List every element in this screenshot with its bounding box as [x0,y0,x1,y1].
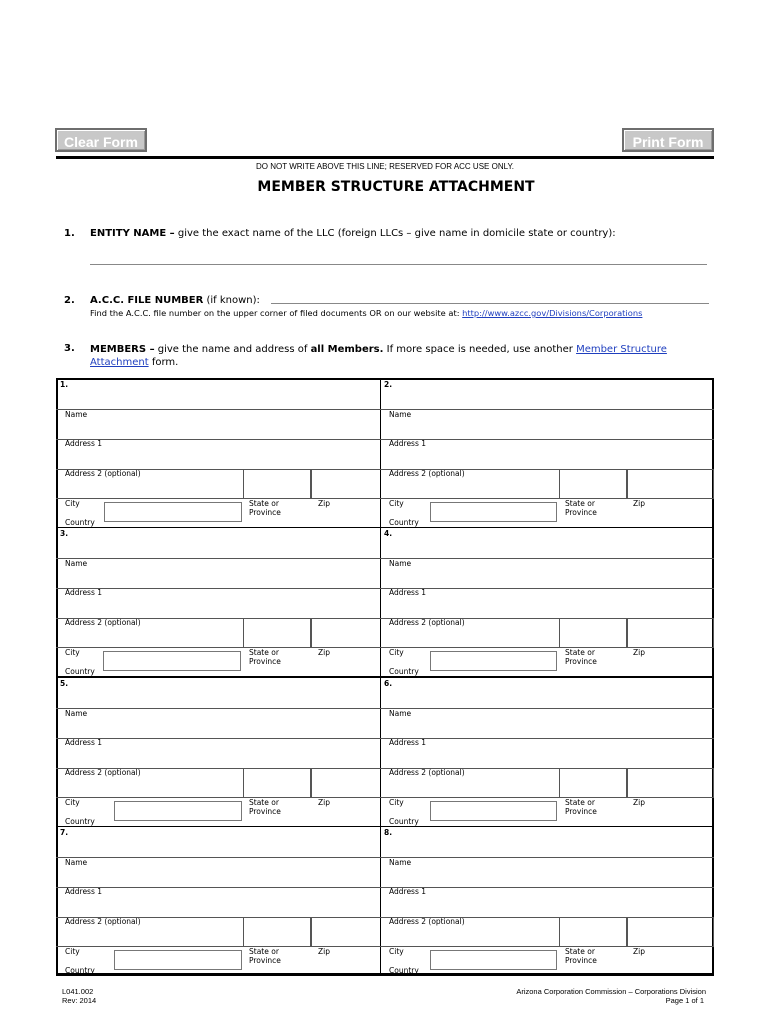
address2-box-b[interactable] [627,768,714,798]
address1-input[interactable] [58,449,379,465]
city-input[interactable] [114,801,242,821]
member-number: 3. [60,529,69,538]
q2-number: 2. [64,295,75,306]
country-label: Country [65,817,95,826]
address1-label: Address 1 [65,439,103,448]
state-label: State or Province [565,499,597,517]
address1-input[interactable] [58,598,379,614]
member-number: 8. [384,828,393,837]
q3-label: MEMBERS – [90,344,155,355]
address1-input[interactable] [58,748,379,764]
address2-label: Address 2 (optional) [65,917,141,926]
address2-box-b[interactable] [627,469,714,499]
q3-number: 3. [64,343,75,354]
address2-box-b[interactable] [627,917,714,947]
city-input[interactable] [430,651,557,671]
member-name-input[interactable] [58,420,379,436]
revision: Rev: 2014 [62,996,97,1005]
address2-box-b[interactable] [311,618,381,648]
row-divider [380,738,714,739]
form-number: L041.002 [62,987,94,996]
q2-paren: (if known): [206,295,260,306]
country-label: Country [389,667,419,676]
city-label: City [389,499,404,508]
zip-label: Zip [318,648,330,657]
state-label: State or Province [249,947,281,965]
row-divider [380,409,714,410]
zip-label: Zip [318,499,330,508]
address2-box-a[interactable] [243,469,311,499]
member-structure-link[interactable]: Member Structure [576,344,667,355]
city-input[interactable] [114,950,242,970]
country-label: Country [65,667,95,676]
q1-number: 1. [64,228,75,239]
zip-label: Zip [633,648,645,657]
member-number: 7. [60,828,69,837]
member-name-input[interactable] [58,569,379,585]
address2-label: Address 2 (optional) [389,768,465,777]
name-label: Name [389,410,412,419]
address1-label: Address 1 [65,738,103,747]
country-label: Country [389,966,419,975]
address2-box-a[interactable] [559,469,627,499]
row-divider [56,738,381,739]
address1-label: Address 1 [389,588,427,597]
name-label: Name [65,559,88,568]
address1-label: Address 1 [389,738,427,747]
q2-text [90,295,260,306]
row-divider [380,857,714,858]
q2-label: A.C.C. FILE NUMBER [90,295,204,306]
name-label: Name [65,709,88,718]
address2-box-a[interactable] [243,618,311,648]
page-number: Page 1 of 1 [665,996,704,1005]
row-divider [56,887,381,888]
address2-label: Address 2 (optional) [389,917,465,926]
address2-box-a[interactable] [243,768,311,798]
name-label: Name [389,559,412,568]
address2-box-b[interactable] [311,469,381,499]
address1-input[interactable] [382,897,712,913]
row-divider [380,588,714,589]
address1-input[interactable] [382,598,712,614]
entity-name-field[interactable] [90,264,707,265]
zip-label: Zip [318,798,330,807]
row-divider [56,857,381,858]
address2-label: Address 2 (optional) [65,469,141,478]
member-name-input[interactable] [58,868,379,884]
city-label: City [65,499,80,508]
row-divider [56,708,381,709]
member-name-input[interactable] [382,868,712,884]
page-title: MEMBER STRUCTURE ATTACHMENT [257,179,535,195]
address1-label: Address 1 [389,887,427,896]
q3-text: MEMBERS – give the name and address of all Members. If more space is needed, use another Member Structure Attachment form. [90,344,667,368]
zip-label: Zip [318,947,330,956]
city-input[interactable] [103,651,241,671]
country-label: Country [389,518,419,527]
zip-label: Zip [633,499,645,508]
member-name-input[interactable] [382,569,712,585]
address1-label: Address 1 [389,439,427,448]
address2-box-b[interactable] [627,618,714,648]
city-input[interactable] [430,950,557,970]
row-divider [380,887,714,888]
address2-box-a[interactable] [559,618,627,648]
acc-website-link[interactable]: http://www.azcc.gov/Divisions/Corporations [462,308,643,318]
address2-box-b[interactable] [311,768,381,798]
row-divider [380,558,714,559]
zip-label: Zip [633,798,645,807]
country-label: Country [65,966,95,975]
address2-box-a[interactable] [559,917,627,947]
member-name-input[interactable] [58,719,379,735]
address2-box-b[interactable] [311,917,381,947]
clear-form-button[interactable]: Clear Form [55,128,147,152]
name-label: Name [389,858,412,867]
row-divider [56,558,381,559]
city-label: City [389,798,404,807]
zip-label: Zip [633,947,645,956]
city-input[interactable] [430,801,557,821]
address2-box-a[interactable] [243,917,311,947]
reserved-divider [56,156,714,159]
city-label: City [389,947,404,956]
member-name-input[interactable] [382,420,712,436]
q1-instruction: give the exact name of the LLC (foreign LLCs – give name in domicile state or country): [177,228,616,239]
address1-input[interactable] [382,748,712,764]
state-label: State or Province [249,798,281,816]
member-number: 5. [60,679,69,688]
q1-text [90,228,616,239]
name-label: Name [65,410,88,419]
state-label: State or Province [565,947,597,965]
address2-label: Address 2 (optional) [389,618,465,627]
state-label: State or Province [565,648,597,666]
row-divider [380,439,714,440]
city-input[interactable] [430,502,557,522]
member-number: 1. [60,380,69,389]
state-label: State or Province [565,798,597,816]
country-label: Country [65,518,95,527]
address2-label: Address 2 (optional) [389,469,465,478]
address2-label: Address 2 (optional) [65,768,141,777]
row-divider [56,439,381,440]
member-name-input[interactable] [382,719,712,735]
member-number: 4. [384,529,393,538]
q1-label: ENTITY NAME – [90,228,175,239]
city-label: City [65,798,80,807]
attachment-link[interactable]: Attachment [90,357,149,368]
file-number-field[interactable] [271,303,709,304]
row-divider [380,708,714,709]
address1-input[interactable] [382,449,712,465]
print-form-button[interactable]: Print Form [622,128,714,152]
city-input[interactable] [104,502,242,522]
name-label: Name [389,709,412,718]
city-label: City [65,947,80,956]
reserved-note: DO NOT WRITE ABOVE THIS LINE; RESERVED FOR ACC USE ONLY. [256,162,514,171]
agency-name: Arizona Corporation Commission – Corporations Division [516,987,706,996]
q2-hint: Find the A.C.C. file number on the upper corner of filed documents OR on our website at: http://www.azcc.gov/Divisions/Corporations [90,308,643,318]
row-divider [56,588,381,589]
row-divider [56,409,381,410]
country-label: Country [389,817,419,826]
city-label: City [389,648,404,657]
address2-box-a[interactable] [559,768,627,798]
member-number: 2. [384,380,393,389]
state-label: State or Province [249,648,281,666]
address2-label: Address 2 (optional) [65,618,141,627]
name-label: Name [65,858,88,867]
state-label: State or Province [249,499,281,517]
address1-label: Address 1 [65,887,103,896]
city-label: City [65,648,80,657]
address1-label: Address 1 [65,588,103,597]
member-number: 6. [384,679,393,688]
address1-input[interactable] [58,897,379,913]
